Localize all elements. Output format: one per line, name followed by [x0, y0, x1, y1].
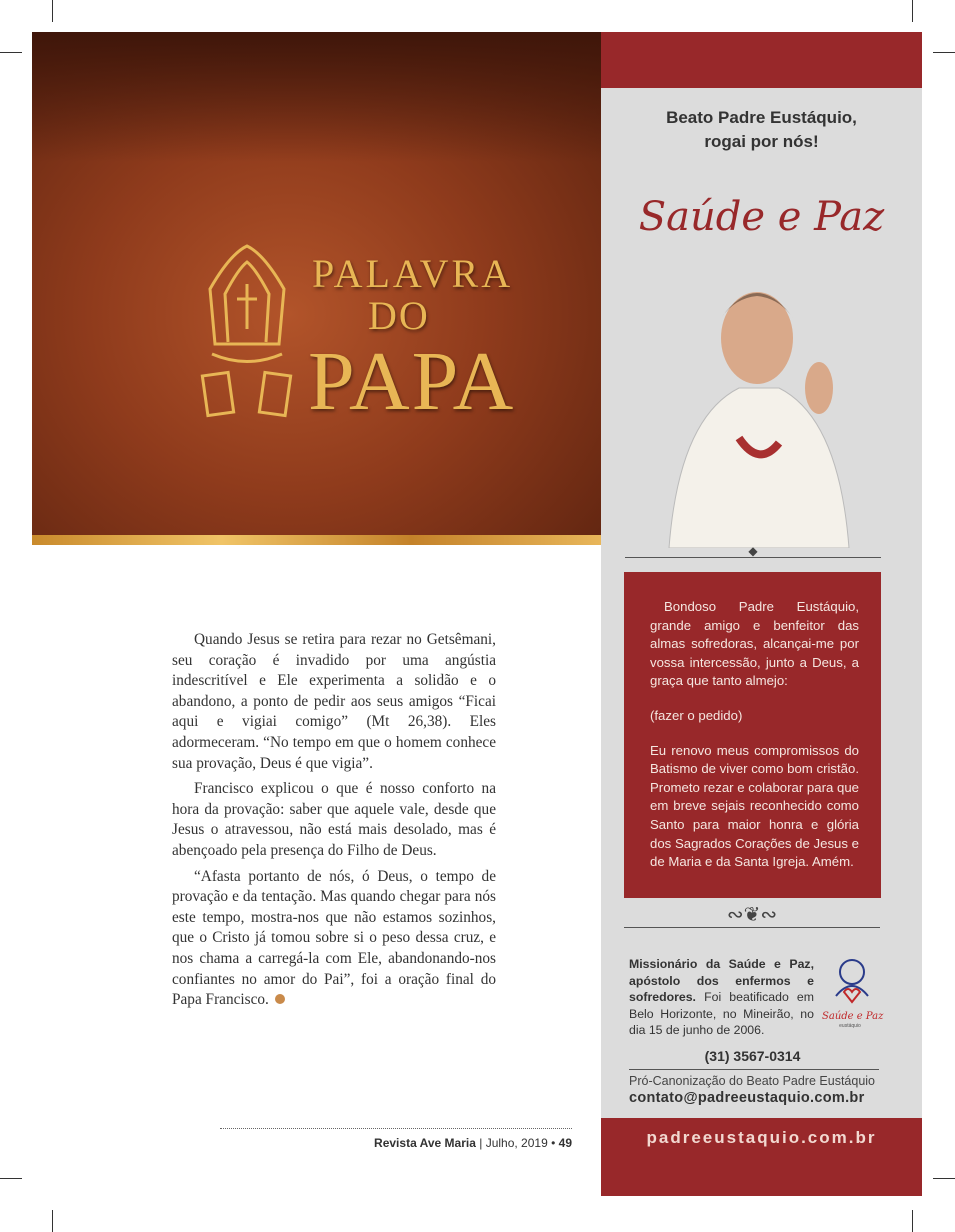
logo-text: Saúde e Paz — [822, 1011, 884, 1022]
prayer-box — [624, 572, 881, 898]
website-link[interactable]: padreeustaquio.com.br — [601, 1118, 922, 1196]
crop-mark — [0, 1178, 22, 1179]
page-number: 49 — [558, 1136, 572, 1150]
paragraph: Quando Jesus se retira para rezar no Getsêmani, seu coração é invadido por uma angústia indescritível e Ele experimenta a solidão e o abandono, a ponto de pedir aos seus amigos “Ficai aqui e vigiai comigo” (Mt 26,38). Eles adormeceram. “No tempo em que o homem conhece sua provação, Deus é que vigia”. — [172, 631, 496, 772]
separator: | — [479, 1136, 483, 1150]
missionary-detail: Foi beatificado em Belo Horizonte, no Mineirão, no dia 15 de junho de 2006. — [629, 990, 814, 1038]
missionary-bold: Missionário da Saúde e Paz, apóstolo dos enfermos e sofredores. — [629, 957, 814, 1005]
crop-mark — [52, 1210, 53, 1232]
ad-lower-section — [624, 572, 884, 1107]
prayer-text: Bondoso Padre Eustáquio, grande amigo e benfeitor das almas sofredoras, alcançai-me por vossa intercessão, junto a Deus, a graça que tanto almejo: — [650, 599, 859, 689]
paragraph — [172, 867, 496, 1011]
crop-mark — [0, 52, 22, 53]
paragraph-text: “Afasta portanto de nós, ó Deus, o tempo de provação e da tentação. Mas quando chegar para nós este tempo, mostra-nos que não estamos sozinhos, que o Cristo já tomou sobre si o peso dessa cruz, e nos chama a carregá-la com Ele, abandonando-nos confiantes no amor do Pai”, foi a oração final do Papa Francisco. — [172, 867, 496, 1009]
script-title: Saúde e Paz — [638, 194, 885, 240]
crop-mark — [912, 1210, 913, 1232]
missionary-row — [624, 956, 884, 1039]
ornament-divider: ∾❦∾ — [624, 904, 880, 928]
crop-mark — [933, 52, 955, 53]
title-palavra: PALAVRA — [312, 251, 514, 296]
magazine-name: Revista Ave Maria — [374, 1136, 476, 1150]
header-image — [32, 32, 601, 545]
canonization-label: Pró-Canonização do Beato Padre Eustáquio — [629, 1073, 875, 1088]
logo-subtext: eustáquio — [839, 1023, 861, 1029]
contact-email[interactable]: contato@padreeustaquio.com.br — [629, 1089, 865, 1106]
divider — [629, 1069, 879, 1070]
crop-mark — [52, 0, 53, 22]
prayer-text: Eu renovo meus compromissos do Batismo de viver como bom cristão. Prometo rezar e colaborar para que em breve sejais reconhecido como Santo para maior honra e glória dos Sagrados Corações de Jesus e de Maria e da Santa Igreja. Amém. — [650, 742, 859, 870]
prayer-request: (fazer o pedido) — [650, 707, 743, 723]
article-body — [172, 630, 496, 1016]
saint-portrait — [649, 268, 869, 548]
texture — [32, 32, 601, 162]
mitre-icon — [200, 244, 295, 424]
ad-heading — [601, 106, 922, 154]
paragraph: Francisco explicou o que é nosso conforto na hora da provação: saber que aquele vale, desde que Jesus o atravessou, não está mais desolado, mas é abençoado pela presença do Filho de Deus. — [172, 780, 496, 859]
title-do: DO — [368, 293, 430, 338]
page-footer — [220, 1136, 572, 1150]
crop-mark — [933, 1178, 955, 1179]
crop-mark — [912, 0, 913, 22]
saude-e-paz-logo — [822, 956, 884, 1032]
issue-date: Julho, 2019 • — [485, 1136, 556, 1150]
ornament-divider: ◆ — [625, 544, 881, 558]
heading-line: rogai por nós! — [704, 132, 819, 151]
missionary-text — [629, 956, 814, 1039]
end-mark-icon — [275, 994, 285, 1004]
title-papa: PAPA — [308, 335, 516, 428]
phone-number: (31) 3567-0314 — [704, 1047, 801, 1064]
ad-panel — [601, 32, 922, 1196]
footer-divider — [220, 1128, 572, 1129]
heading-line: Beato Padre Eustáquio, — [666, 108, 857, 127]
ad-top-bar — [601, 32, 922, 88]
